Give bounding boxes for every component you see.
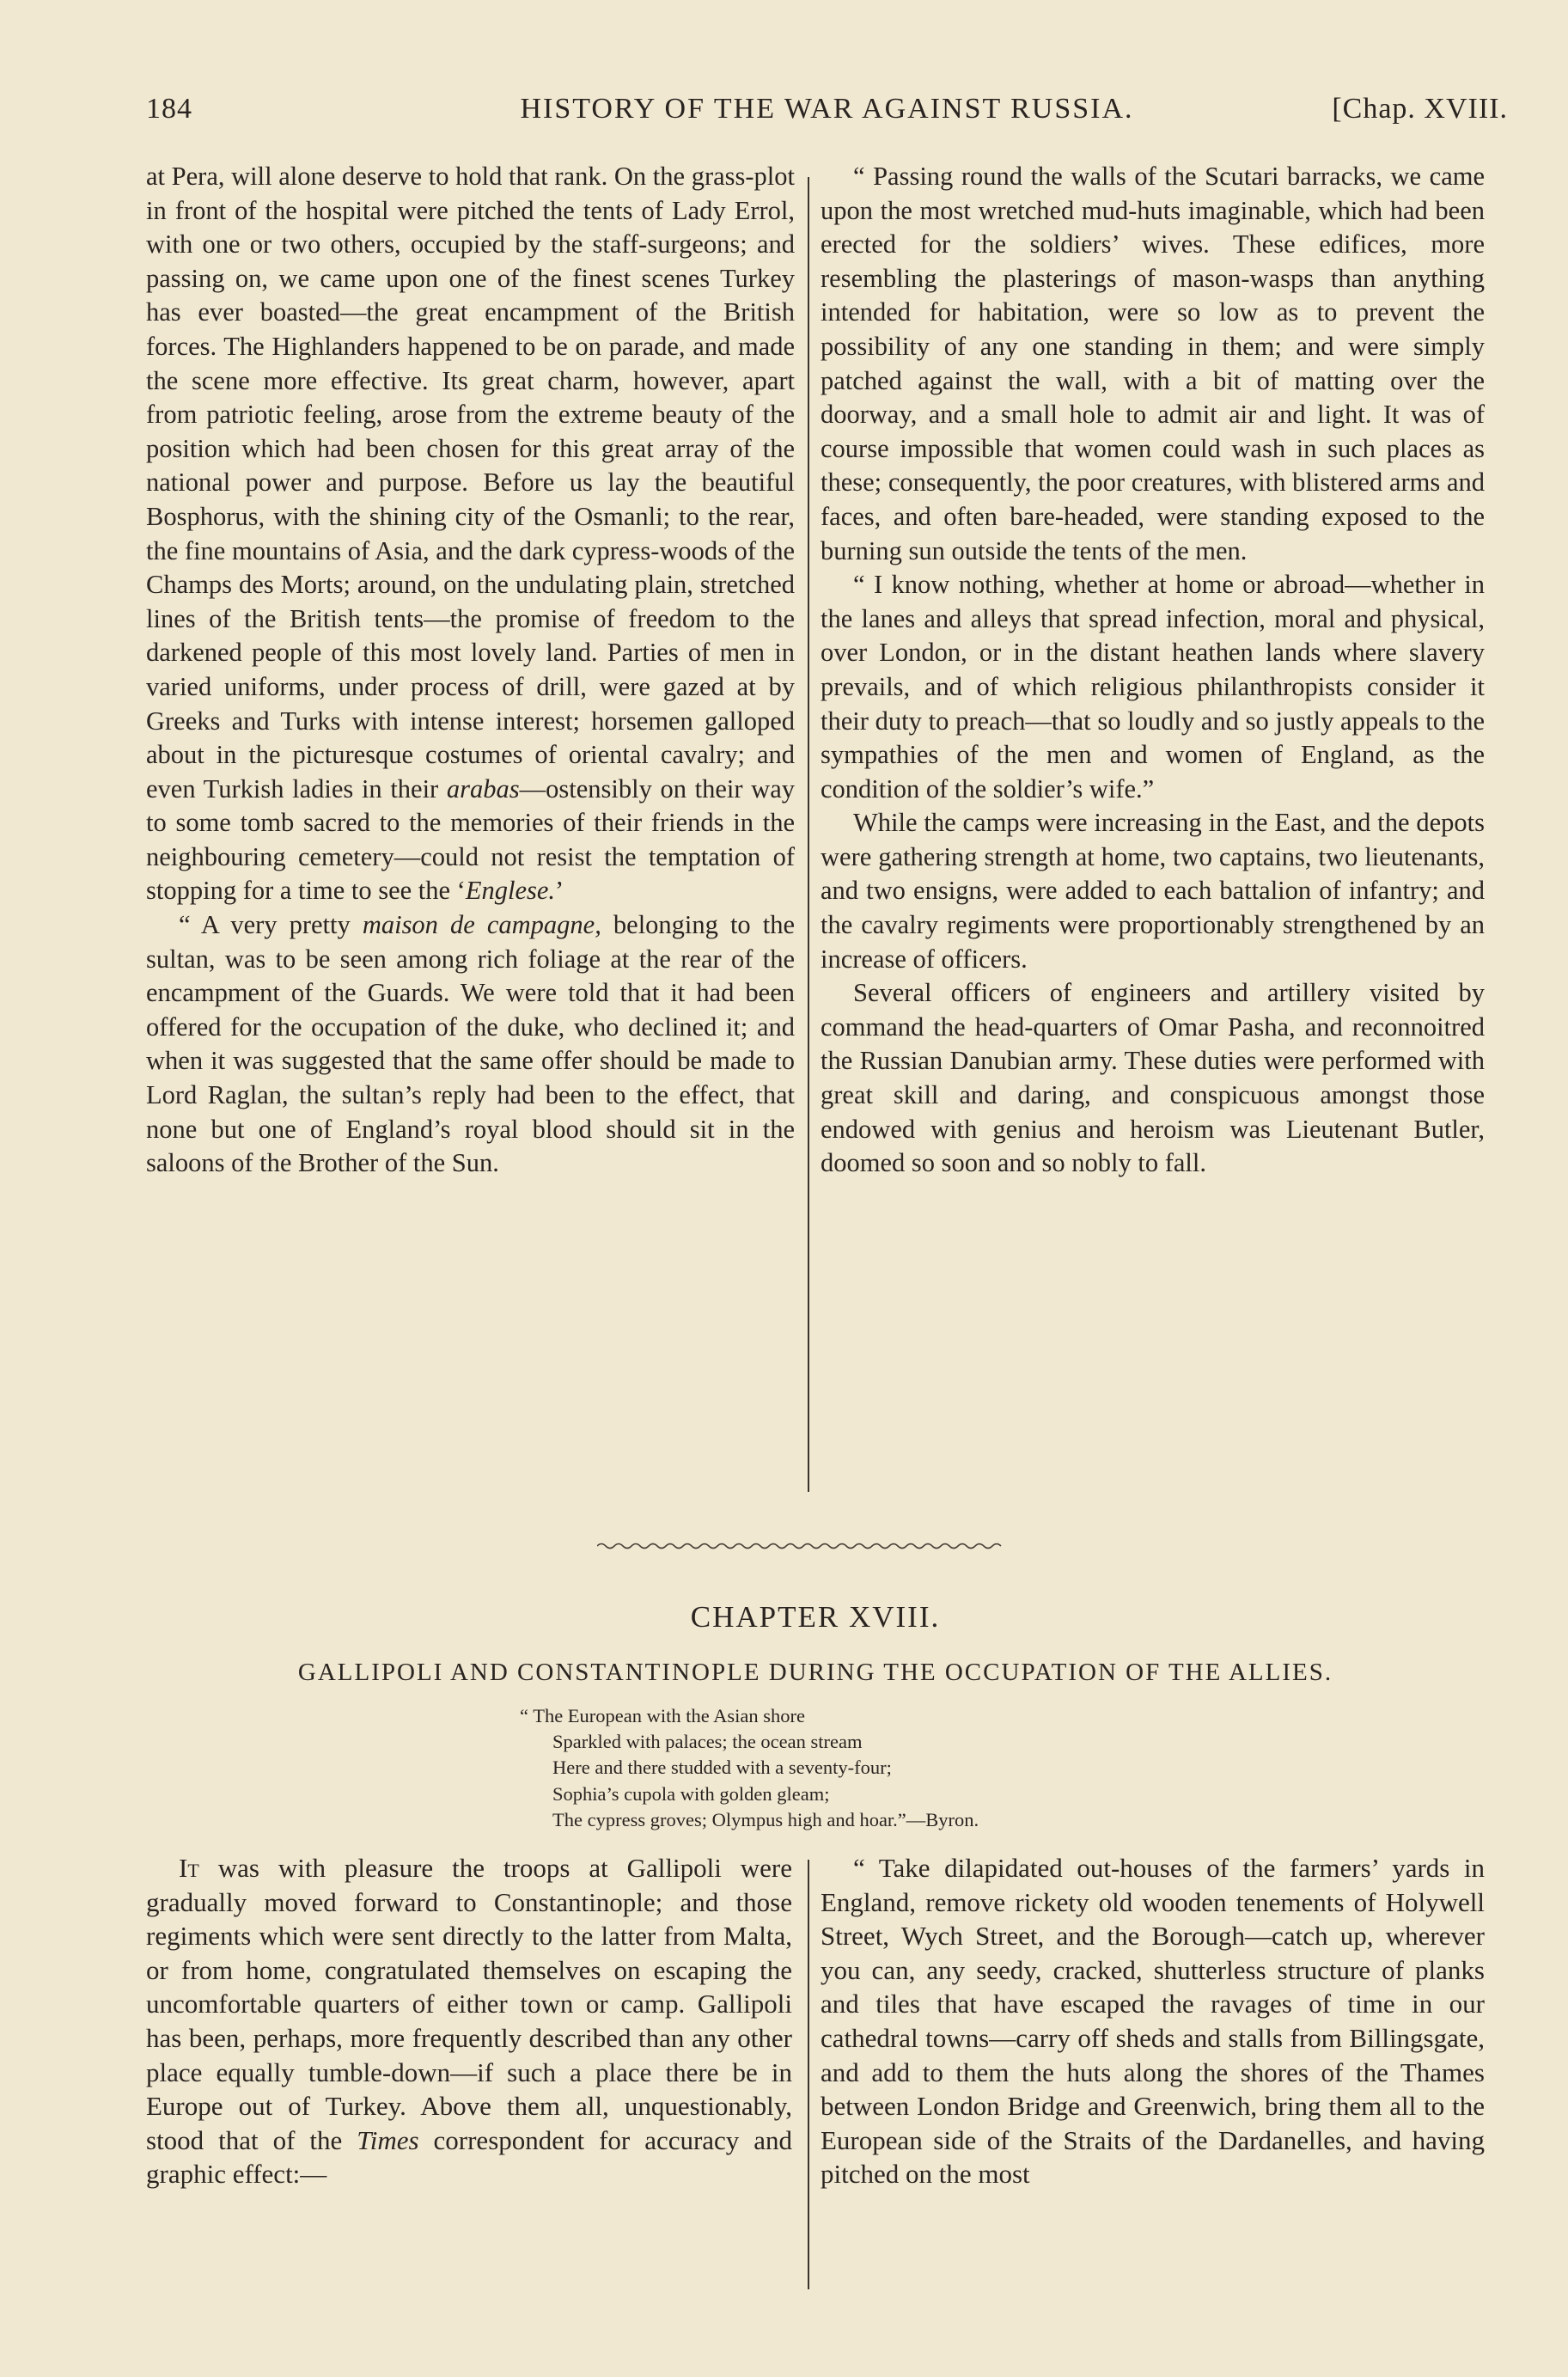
page-number: 184 [146,93,192,125]
chapter-reference: [Chap. XVIII. [1332,93,1508,125]
paragraph: “ Passing round the walls of the Scutari barracks, we came upon the most wretched mud-huts imaginable, which had been erected for the soldiers’ wives. These edifices, more resembling the plasterings of mason-wasps than anything intended for habitation, were so low as to prevent the possibility of any one standing in them; and were simply patched against the wall, with a bit of matting over the doorway, and a small hole to admit air and light. It was of course impossible that women could wash in such places as these; consequently, the poor creatures, with blistered arms and faces, and often bare-headed, were standing exposed to the burning sun outside the tents of the men. [821,162,1485,565]
dropcap: It [179,1853,199,1883]
epigraph [520,1703,1242,1833]
top-left-column [146,160,795,1181]
chapter-title: CHAPTER XVIII. [690,1600,941,1634]
column-divider [808,1860,809,2289]
running-header [146,84,1508,136]
verse-line: “ The European with the Asian shore [520,1705,805,1726]
verse-line: Sophia’s cupola with golden gleam; [552,1782,830,1805]
running-title: HISTORY OF THE WAR AGAINST RUSSIA. [520,93,1134,125]
paragraph: While the camps were increasing in the East, and the depots were gathering strength at home, two captains, two lieutenants, and two ensigns, were added to each battalion of infantry; and the cavalry regiments were proportionably strengthened by an increase of officers. [821,808,1485,974]
paragraph: “ I know nothing, whether at home or abroad—whether in the lanes and alleys that spread infection, moral and physical, over London, or in the distant heathen lands where slavery prevails, and of which religious philanthropists consider it their duty to preach—that so loudly and so justly appeals to the sympathies of the men and women of England, as the condition of the soldier’s wife.” [821,570,1485,804]
verse-line: Here and there studded with a seventy-four; [552,1757,892,1779]
top-right-column [821,160,1485,1181]
verse-line: The cypress groves; Olympus high and hoar.”—Byron. [552,1808,979,1830]
bottom-left-column [146,1851,792,2191]
chapter-subtitle: GALLIPOLI AND CONSTANTINOPLE DURING THE OCCUPATION OF THE ALLIES. [297,1659,1333,1686]
column-divider [808,177,809,1492]
paragraph: “ Take dilapidated out-houses of the farmers’ yards in England, remove rickety old wooden tenements of Holywell Street, Wych Street, and the Borough—catch up, wherever you can, any seedy, cracked, shutterless structure of planks and tiles that have escaped the ravages of time in our cathedral towns—carry off sheds and stalls from Billingsgate, and add to them the huts along the shores of the Thames between London Bridge and Greenwich, bring them all to the European side of the Straits of the Dardanelles, and having pitched on the most [821,1853,1485,2190]
bottom-right-column [821,1851,1485,2191]
decorative-wavy-rule [597,1540,1005,1552]
verse-line: Sparkled with palaces; the ocean stream [552,1731,863,1753]
paragraph: Several officers of engineers and artillery visited by command the head-quarters of Omar Pasha, and reconnoitred the Russian Danubian army. These duties were performed with great skill and daring, and conspicuous amongst those endowed with genius and heroism was Lieutenant Butler, doomed so soon and so nobly to fall. [821,978,1485,1178]
paragraph: at Pera, will alone deserve to hold that rank. On the grass-plot in front of the hospital were pitched the tents of Lady Errol, with one or two others, occupied by the staff-surgeons; and passing on, we came upon one of the finest scenes Turkey has ever boasted—the great encampment of the British forces. The Highlanders happened to be on parade, and made the scene more effective. Its great charm, however, apart from patriotic feeling, arose from the extreme beauty of the position which had been chosen for this great array of the national power and purpose. Before us lay the beautiful Bosphorus, with the shining city of the Osmanli; to the rear, the fine mountains of Asia, and the dark cypress-woods of the Champs des Morts; around, on the undulating plain, stretched lines of the British tents—the promise of freedom to the darkened people of this most lovely land. Parties of men in varied uniforms, under process of drill, were gazed at by Greeks and Turks with intense interest; horsemen galloped about in the picturesque costumes of oriental cavalry; and even Turkish ladies in their arabas—ostensibly on their way to some tomb sacred to the memories of their friends in the neighbouring cemetery—could not resist the temptation of stopping for a time to see the ‘Englese.’ [146,162,795,906]
paragraph: “ A very pretty maison de campagne, belonging to the sultan, was to be seen among rich foliage at the rear of the encampment of the Guards. We were told that it had been offered for the occupation of the duke, who declined it; and when it was suggested that the same offer should be made to Lord Raglan, the sultan’s reply had been to the effect, that none but one of England’s royal blood should sit in the saloons of the Brother of the Sun. [146,910,796,1178]
paragraph: It was with pleasure the troops at Gallipoli were gradually moved forward to Constantinople; and those regiments which were sent directly to the latter from Malta, or from home, congratulated themselves on escaping the uncomfortable quarters of either town or camp. Gallipoli has been, perhaps, more frequently described than any other place equally tumble-down—if such a place there be in Europe out of Turkey. Above them all, unquestionably, stood that of the Times correspondent for accuracy and graphic effect:— [146,1853,793,2190]
